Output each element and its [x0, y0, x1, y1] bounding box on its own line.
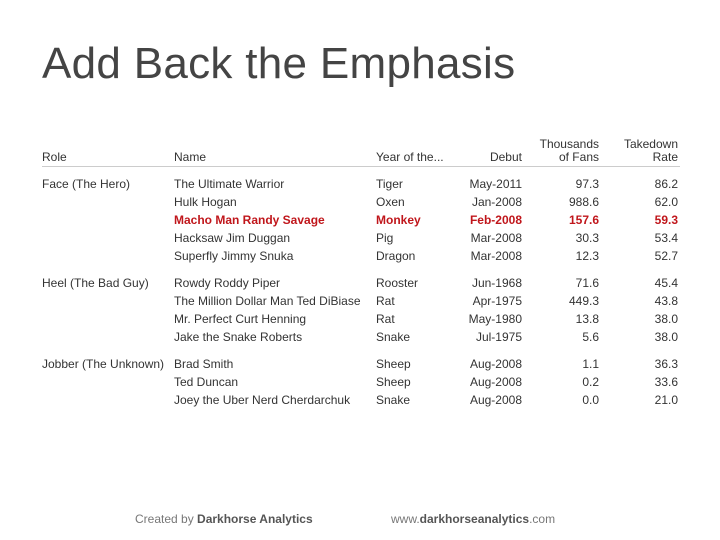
cell-rate: 45.4: [654, 276, 678, 290]
cell-fans: 1.1: [582, 357, 599, 371]
cell-debut: Mar-2008: [470, 231, 522, 245]
cell-debut: Jun-1968: [471, 276, 522, 290]
cell-year: Rat: [376, 312, 395, 326]
header-fans-line1: Thousands: [539, 137, 599, 151]
cell-debut: May-2011: [469, 177, 522, 191]
cell-debut: Jan-2008: [471, 195, 522, 209]
cell-debut: Jul-1975: [475, 330, 522, 344]
cell-debut: Aug-2008: [469, 393, 522, 407]
cell-rate: 53.4: [654, 231, 678, 245]
page-title: Add Back the Emphasis: [42, 39, 516, 88]
cell-rate: 38.0: [654, 330, 678, 344]
cell-year: Sheep: [376, 357, 411, 371]
role-label: Heel (The Bad Guy): [42, 276, 149, 290]
table-row: [42, 391, 680, 409]
cell-fans: 449.3: [568, 294, 599, 308]
footer-url[interactable]: [391, 512, 555, 526]
footer-url-brand: darkhorseanalytics: [419, 512, 530, 526]
cell-fans: 71.6: [575, 276, 599, 290]
footer-credit: [135, 512, 313, 526]
cell-name: The Million Dollar Man Ted DiBiase: [174, 294, 361, 308]
cell-rate: 86.2: [654, 177, 678, 191]
wrestler-table: [42, 138, 680, 409]
cell-rate: 38.0: [654, 312, 678, 326]
cell-debut: May-1980: [468, 312, 522, 326]
table-row: [42, 229, 680, 247]
table-row: [42, 292, 680, 310]
cell-year: Sheep: [376, 375, 411, 389]
role-label: Face (The Hero): [42, 177, 131, 191]
table-row: [42, 328, 680, 346]
header-rate: [624, 138, 678, 164]
cell-name: Brad Smith: [174, 357, 234, 371]
table-row: [42, 274, 680, 292]
cell-year: Snake: [376, 330, 411, 344]
cell-name: Ted Duncan: [174, 375, 239, 389]
cell-fans: 988.6: [568, 195, 599, 209]
cell-year: Monkey: [376, 213, 421, 227]
cell-debut: Apr-1975: [472, 294, 522, 308]
table-row: [42, 211, 680, 229]
cell-rate: 59.3: [654, 213, 678, 227]
cell-year: Tiger: [376, 177, 403, 191]
role-group: [42, 274, 680, 346]
role-group: [42, 175, 680, 265]
cell-fans: 12.3: [575, 249, 599, 263]
cell-rate: 62.0: [654, 195, 678, 209]
table-row: [42, 373, 680, 391]
footer-url-suffix: .com: [529, 512, 556, 526]
cell-name: Hulk Hogan: [174, 195, 237, 209]
role-group: [42, 355, 680, 409]
footer-brand: Darkhorse Analytics: [197, 512, 313, 526]
cell-year: Oxen: [376, 195, 405, 209]
cell-fans: 5.6: [582, 330, 599, 344]
cell-fans: 157.6: [568, 213, 599, 227]
cell-year: Pig: [376, 231, 394, 245]
cell-name: Hacksaw Jim Duggan: [174, 231, 291, 245]
cell-year: Rooster: [376, 276, 419, 290]
cell-name: Superfly Jimmy Snuka: [174, 249, 294, 263]
header-debut: Debut: [489, 150, 522, 164]
cell-rate: 43.8: [654, 294, 678, 308]
cell-year: Dragon: [376, 249, 416, 263]
cell-fans: 0.0: [582, 393, 599, 407]
cell-name: Joey the Uber Nerd Cherdarchuk: [174, 393, 351, 407]
role-label: Jobber (The Unknown): [42, 357, 165, 371]
table-header: [42, 138, 680, 167]
table-body: [42, 175, 680, 409]
header-name: Name: [174, 150, 207, 164]
cell-rate: 33.6: [654, 375, 678, 389]
cell-name: Macho Man Randy Savage: [174, 213, 325, 227]
header-fans: [540, 138, 599, 164]
header-rate-line1: Takedown: [623, 137, 678, 151]
header-fans-line2: of Fans: [558, 150, 599, 164]
cell-year: Rat: [376, 294, 395, 308]
header-year: Year of the...: [376, 150, 444, 164]
footer-url-prefix: www.: [391, 512, 420, 526]
cell-name: Jake the Snake Roberts: [174, 330, 303, 344]
table-row: [42, 247, 680, 265]
table-row: [42, 175, 680, 193]
table-row: [42, 193, 680, 211]
cell-fans: 0.2: [582, 375, 599, 389]
cell-debut: Feb-2008: [469, 213, 522, 227]
table-row: [42, 355, 680, 373]
cell-rate: 36.3: [654, 357, 678, 371]
footer-created-by: Created by: [135, 512, 194, 526]
table-row: [42, 310, 680, 328]
cell-rate: 21.0: [654, 393, 678, 407]
cell-rate: 52.7: [654, 249, 678, 263]
cell-year: Snake: [376, 393, 411, 407]
cell-fans: 13.8: [575, 312, 599, 326]
cell-name: The Ultimate Warrior: [174, 177, 285, 191]
cell-debut: Mar-2008: [470, 249, 522, 263]
cell-name: Mr. Perfect Curt Henning: [174, 312, 307, 326]
header-role: Role: [42, 150, 67, 164]
header-rate-line2: Rate: [652, 150, 678, 164]
cell-fans: 30.3: [575, 231, 599, 245]
cell-fans: 97.3: [575, 177, 599, 191]
cell-name: Rowdy Roddy Piper: [174, 276, 281, 290]
cell-debut: Aug-2008: [469, 357, 522, 371]
cell-debut: Aug-2008: [469, 375, 522, 389]
